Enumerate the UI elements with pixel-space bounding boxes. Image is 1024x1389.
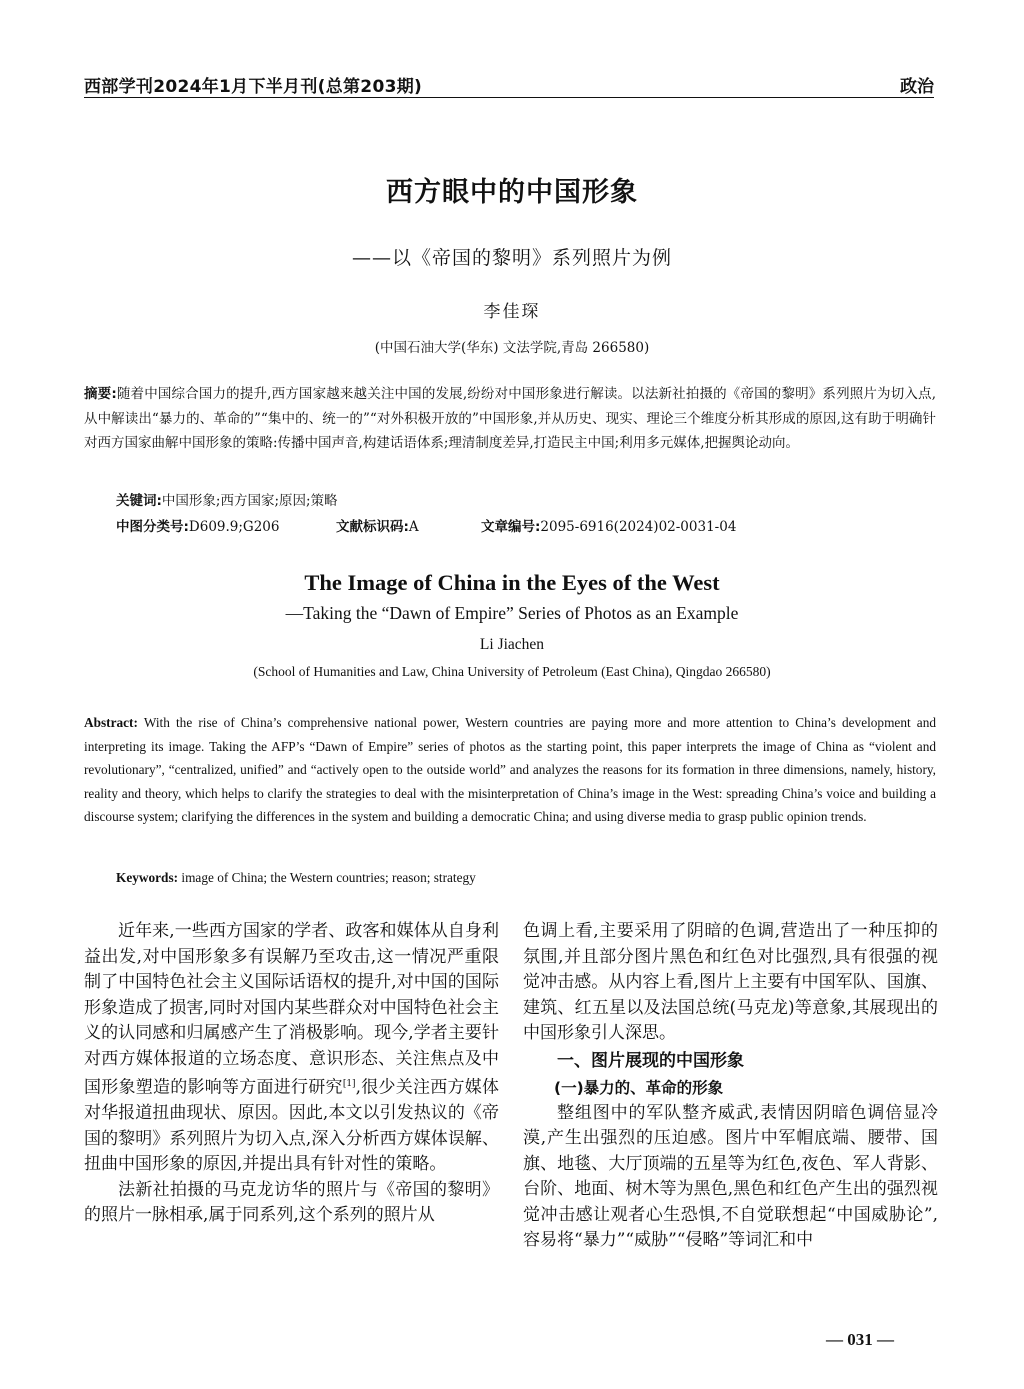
cn-abstract-label: 摘要: [84,386,117,402]
article-no-label: 文章编号: [481,519,541,535]
subsection-heading: (一)暴力的、革命的形象 [554,1078,724,1097]
cn-author: 李佳琛 [483,302,541,322]
doc-code-value: A [408,519,419,535]
en-subtitle: —Taking the “Dawn of Empire” Series of Photos as an Example [285,603,739,623]
cn-title: 西方眼中的中国形象 [386,177,638,208]
clc-value: D609.9;G206 [188,519,280,535]
article-no-value: 2095-6916(2024)02-0031-04 [540,519,737,535]
en-keywords [116,870,476,886]
cn-classification [116,515,916,535]
clc-label: 中图分类号: [116,519,189,535]
cn-subtitle: ——以《帝国的黎明》系列照片为例 [351,247,672,269]
cn-keywords-text: 中国形象;西方国家;原因;策略 [161,493,338,509]
body-paragraph: 色调上看,主要采用了阴暗的色调,营造出了一种压抑的氛围,并且部分图片黑色和红色对比强烈,具有很强的视觉冲击感。从内容上看,图片上主要有中国军队、国旗、建筑、红五星以及法国总统(马克龙)等意象,其展现出的中国形象引人深思。 [523,921,938,1043]
running-header [84,68,934,98]
body-column-right [523,919,938,1254]
body-paragraph: 整组图中的军队整齐威武,表情因阴暗色调倍显冷漠,产生出强烈的压迫感。图片中军帽底端、腰带、国旗、地毯、大厅顶端的五星等为红色,夜色、军人背影、台阶、地面、树木等为黑色,黑色和红色产生出的强烈视觉冲击感让观者心生恐惧,不自觉联想起“中国威胁论”,容易将“暴力”“威胁”“侵略”等词汇和中 [523,1102,938,1250]
en-abstract [84,711,936,829]
doc-code-label: 文献标识码: [336,519,409,535]
body-paragraph: 法新社拍摄的马克龙访华的照片与《帝国的黎明》的照片一脉相承,属于同系列,这个系列的照片从 [84,1179,499,1226]
citation-ref: [1] [342,1079,356,1089]
cn-abstract-text: 随着中国综合国力的提升,西方国家越来越关注中国的发展,纷纷对中国形象进行解读。以法新社拍摄的《帝国的黎明》系列照片为切入点,从中解读出“暴力的、革命的”“集中的、统一的”“对外积极开放的”中国形象,并从历史、现实、理论三个维度分析其形成的原因,这有助于明确针对西方国家曲解中国形象的策略:传播中国声音,构建话语体系;理清制度差异,打造民主中国;利用多元媒体,把握舆论动向。 [84,386,936,451]
section-heading: 一、图片展现的中国形象 [557,1050,744,1071]
journal-issue: 西部学刊2024年1月下半月刊(总第203期) [84,77,423,97]
header-rule [84,97,934,98]
en-abstract-label: Abstract: [84,715,138,730]
cn-keywords-label: 关键词: [116,493,162,509]
en-keywords-text: image of China; the Western countries; reason; strategy [181,870,476,885]
en-affiliation: (School of Humanities and Law, China University of Petroleum (East China), Qingdao 266580) [253,664,771,679]
page-number: — 031 — [826,1330,894,1349]
en-author: Li Jiachen [479,636,545,653]
body-column-left [84,919,499,1229]
en-keywords-label: Keywords: [116,870,179,885]
en-abstract-text: With the rise of China’s comprehensive national power, Western countries are paying more and more attention to China’s development and interpreting its image. Taking the AFP’s “Dawn of Empire” series of photos as the starting point, this paper interprets the image of China as “violent and revolutionary”, “centralized, unified” and “actively open to the outside world” and analyzes the reasons for its formation in three dimensions, namely, history, reality and theory, which helps to clarify the strategies to deal with the misinterpretation of China’s image in the West: spreading China’s voice and building a discourse system; clarifying the differences in the system and building a democratic China; and using diverse media to grasp public opinion trends. [84,715,936,825]
cn-abstract [84,382,936,456]
cn-keywords [116,489,338,509]
cn-affiliation: (中国石油大学(华东) 文法学院,青岛 266580) [374,340,650,356]
body-paragraph: 近年来,一些西方国家的学者、政客和媒体从自身利益出发,对中国形象多有误解乃至攻击,这一情况严重限制了中国特色社会主义国际话语权的提升,对中国的国际形象造成了损害,同时对国内某些群众对中国特色社会主义的认同感和归属感产生了消极影响。现今,学者主要针对西方媒体报道的立场态度、意识形态、关注焦点及中国形象塑造的影响等方面进行研究[1],很少关注西方媒体对华报道扭曲现状、原因。因此,本文以引发热议的《帝国的黎明》系列照片为切入点,深入分析西方媒体误解、扭曲中国形象的原因,并提出具有针对性的策略。 [84,921,499,1175]
section-label: 政治 [900,77,934,97]
en-title: The Image of China in the Eyes of the West [304,570,720,595]
